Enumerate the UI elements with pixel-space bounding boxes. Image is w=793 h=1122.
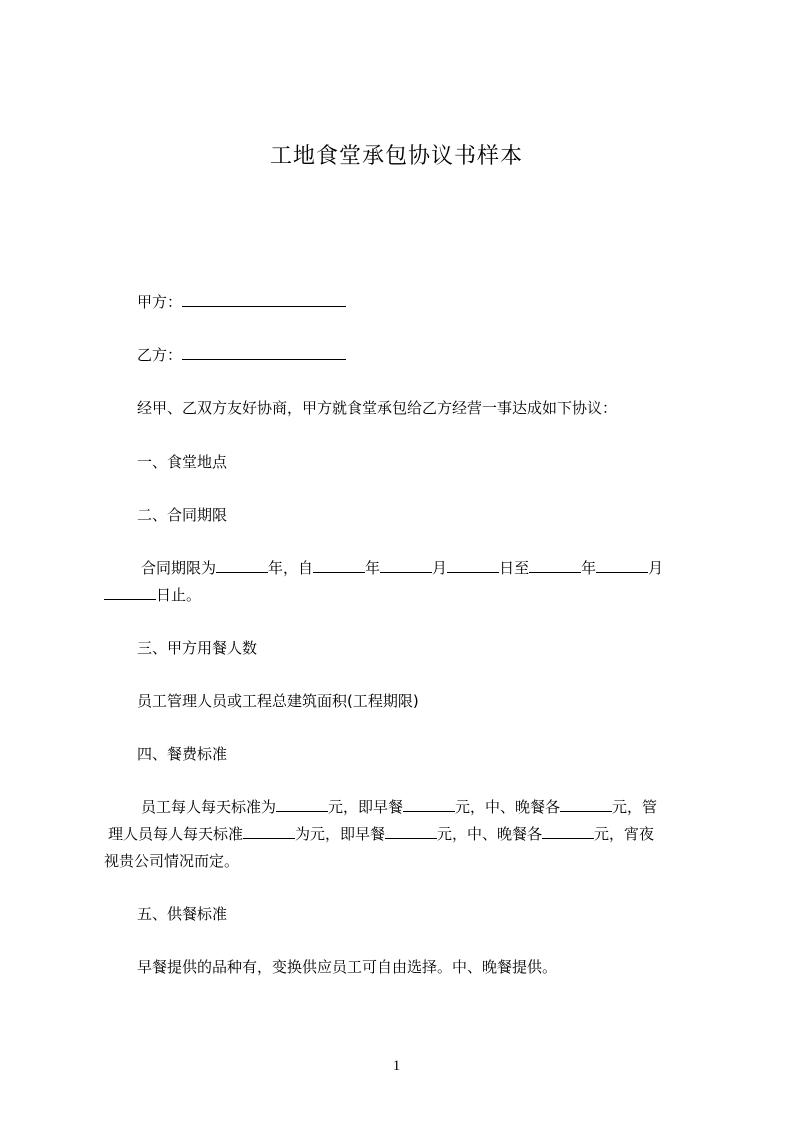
fee-text: 元，宵夜 bbox=[594, 825, 655, 843]
fee-line-3: 视贵公司情况而定。 bbox=[104, 852, 240, 870]
fee-text: 元，中、晚餐各 bbox=[437, 825, 543, 843]
term-blank bbox=[380, 558, 432, 573]
fee-blank bbox=[243, 824, 295, 839]
fee-blank bbox=[542, 824, 594, 839]
party-b-label: 乙方： bbox=[137, 346, 183, 364]
term-blank bbox=[529, 558, 581, 573]
term-text: 日至 bbox=[499, 559, 530, 577]
page-number: 1 bbox=[392, 1058, 401, 1074]
fee-text: 为元，即早餐 bbox=[295, 825, 386, 843]
term-text: 日止。 bbox=[156, 586, 202, 604]
fee-text: 元，中、晚餐各 bbox=[455, 798, 561, 816]
fee-text: 员工每人每天标准为 bbox=[141, 798, 277, 816]
term-text: 月 bbox=[648, 559, 664, 577]
fee-line-2 bbox=[108, 824, 654, 844]
term-text: 合同期限为 bbox=[141, 559, 217, 577]
party-a-blank bbox=[182, 292, 346, 307]
section-heading: 四、餐费标准 bbox=[137, 745, 228, 763]
term-blank bbox=[447, 558, 499, 573]
intro-paragraph: 经甲、乙双方友好协商，甲方就食堂承包给乙方经营一事达成如下协议： bbox=[137, 399, 618, 417]
party-b-line bbox=[137, 345, 346, 365]
fee-blank bbox=[403, 797, 455, 812]
term-text: 年 bbox=[581, 559, 597, 577]
fee-text: 元，管 bbox=[612, 798, 658, 816]
contract-term-line-1 bbox=[141, 558, 663, 578]
term-blank bbox=[216, 558, 268, 573]
fee-blank bbox=[385, 824, 437, 839]
fee-text: 元，即早餐 bbox=[328, 798, 404, 816]
section-heading: 三、甲方用餐人数 bbox=[137, 639, 258, 657]
party-a-line bbox=[137, 292, 346, 312]
term-text: 月 bbox=[432, 559, 448, 577]
section-heading: 一、食堂地点 bbox=[137, 453, 228, 471]
term-text: 年，自 bbox=[268, 559, 314, 577]
term-blank bbox=[596, 558, 648, 573]
term-blank bbox=[104, 585, 156, 600]
document-title: 工地食堂承包协议书样本 bbox=[269, 144, 523, 169]
term-blank bbox=[313, 558, 365, 573]
section-body: 员工管理人员或工程总建筑面积(工程期限) bbox=[137, 692, 419, 710]
section-heading: 五、供餐标准 bbox=[137, 905, 228, 923]
section-heading: 二、合同期限 bbox=[137, 506, 228, 524]
term-text: 年 bbox=[365, 559, 381, 577]
contract-term-line-2 bbox=[104, 585, 201, 605]
party-b-blank bbox=[182, 345, 346, 360]
fee-blank bbox=[560, 797, 612, 812]
fee-text: 理人员每人每天标准 bbox=[108, 825, 244, 843]
fee-blank bbox=[276, 797, 328, 812]
party-a-label: 甲方： bbox=[137, 293, 183, 311]
fee-line-1 bbox=[141, 797, 657, 817]
section-body: 早餐提供的品种有，变换供应员工可自由选择。中、晚餐提供。 bbox=[137, 958, 558, 976]
